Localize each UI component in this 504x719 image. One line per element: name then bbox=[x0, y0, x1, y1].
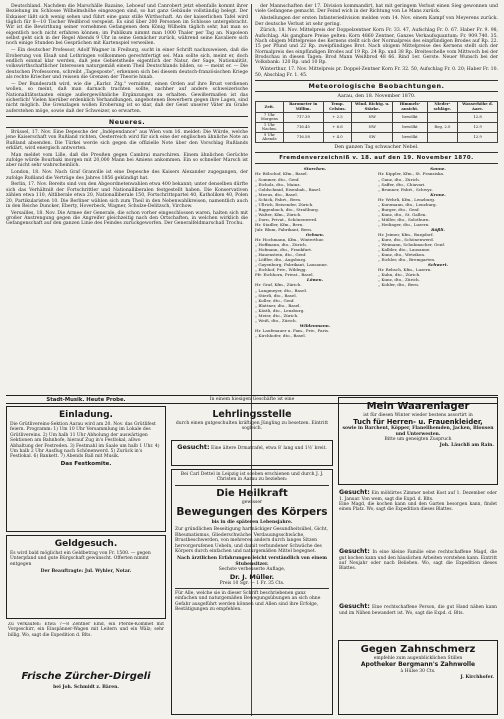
ad-zahnschmerz-sign: J. Kirchhofer. bbox=[460, 674, 494, 680]
guest-list-right bbox=[378, 166, 498, 338]
left-column bbox=[6, 4, 248, 228]
article-bruessel: Brüssel, 17. Nov. Eine Depesche der „Indépendance" aus Wien vom 16. meldet: Die Würde, welche jene Kaiserschaft von Rußland richten, Oesterreich wird für sich eine der englischen ähnliche Note an Rußland absenden. Die Türkei werde sich gegen die offizielle Note über den Vorschlag Rußlands erklärt, wird energisch antworten. bbox=[6, 129, 248, 151]
ad-zahnschmerz-title: Gegen Zahnschmerz bbox=[360, 644, 476, 655]
guest-entry: „ Saffer, dto., Chiavari. bbox=[378, 181, 426, 187]
meteo-cell: 716.45 bbox=[283, 122, 323, 132]
guest-hotel-heading: Sonne. bbox=[430, 166, 446, 172]
meteo-header-cell: Himmels-ansicht. bbox=[393, 102, 427, 112]
meteo-cell: 12.9 bbox=[458, 122, 498, 132]
ad-zahnschmerz-price: à Hülse 30 Cts. bbox=[400, 669, 436, 675]
ad-heilkraft-price: Preis 10 Sgr. — 1 Fr. 35 Cts. bbox=[219, 580, 285, 586]
ad-heilkraft-sub2: bis in die späteren Lebensjahre. bbox=[211, 520, 293, 526]
guest-entry: Hr. Bölschof, Kfm., Basel. bbox=[255, 171, 308, 177]
ad-zuercher-by: bei Joh. Schmidt z. Bären. bbox=[53, 685, 119, 690]
guest-entry: „ Brunner, Fabrt., Schwyz. bbox=[378, 186, 433, 192]
ad-einladung-foot: Das Festkomite. bbox=[60, 460, 112, 467]
ad-einladung-body: Die Grütlivereins-Sektion Aarau wird am 20. Nov. das Grütlifest feiern. Programm: 1) Um 10 Uhr Versammlung im Lokale des Grütlivereins. 2) Um halb 11 Uhr Abholung der auswärtigen Sektionen am Bahnhofe, hierauf Zug in's Festlokal, allwo Abhaltung der Festreden. 3) Festmahl im Saale um halb 1 Uhr. 4) Um halb 2 Uhr Ausflug nach Schönenwerd. 5) Zurück in's Festlokal. 6) Bankett. 7) Abends Ball mit Musik. bbox=[10, 422, 160, 460]
guest-entry: „ Weimann, Schuhmacher, Genf. bbox=[378, 242, 446, 248]
guest-entry: „ Schick, Fabrt., Bern. bbox=[255, 196, 302, 202]
guest-entry: „ Eicholz, dto., Mainz. bbox=[255, 181, 301, 187]
ads-top-rule bbox=[6, 395, 498, 396]
guest-entry: „ Burger, dto., Genf. bbox=[378, 206, 420, 212]
guest-entry: „ Walter, Kfm., Zürich. bbox=[255, 211, 302, 217]
guest-entry: „ Meeus, dto., Basel. bbox=[255, 191, 298, 197]
ad-einladung-title: Einladung. bbox=[59, 410, 113, 420]
guest-entry: „ Kästli, dto., Lenzburg. bbox=[255, 307, 305, 313]
meteo-cell: NW bbox=[352, 112, 393, 122]
meteo-cell: 717.39 bbox=[283, 112, 323, 122]
meteo-cell: NW bbox=[352, 122, 393, 132]
meteo-header-cell: Wind. Richtg. u. Stärke. bbox=[352, 102, 393, 112]
section-heading-fremden: Fremdenverzeichniß v. 18. auf den 19. November 1870. bbox=[255, 152, 498, 164]
ad-waarenlager-title: Mein Waarenlager bbox=[366, 401, 470, 412]
ad-zahnschmerz-body: empfehle zum augenblicklichen Stillen bbox=[373, 656, 463, 661]
guest-entry: „ Kuhn, dto., Zürich. bbox=[378, 272, 421, 278]
guest-entry: „ Dorn, Privat., Schönenwerd. bbox=[255, 216, 318, 222]
meteo-cell: + 4.0 bbox=[323, 132, 352, 142]
article-versailles: Versailles, 18. Nov. Die Armee der Generale, die schon vorher eingeschlossen waren, halten sich mit großer Anstrengung gegen die Angreifer gleichzeitig nach den Ortschaften, in welchen wirklich die Gefangenschaft auf den ganzen Linie des Feindes zurückgeworfen. Der Generalfeldmarschall Trochu. bbox=[6, 210, 248, 227]
guest-entry: „ Kunz, dto., Zürich. bbox=[378, 277, 420, 283]
guest-entry: „ Kunz, dto., Wetzikon. bbox=[378, 252, 426, 258]
guest-entry: „ Ganz, dto., Zürich. bbox=[378, 176, 421, 182]
ad-lehrling-title: Lehrlingsstelle bbox=[212, 409, 292, 420]
meteo-cell: bewölkt bbox=[393, 112, 427, 122]
meteo-cell: 9 Uhr Abends bbox=[256, 132, 284, 142]
guest-entry: Pfr. Eichhorn, Privat., Basel. bbox=[255, 272, 314, 278]
meteo-cell: 12.8 bbox=[458, 112, 498, 122]
guest-hotel-heading: Schwert. bbox=[427, 262, 449, 268]
meteo-cell bbox=[427, 112, 458, 122]
ad-heilkraft-rule bbox=[175, 485, 329, 486]
market-winterthur: Winterthur, 17. Nov. Mittelpreis pr. Doppel-Zentner Korn Fr. 32. 50, Aufschlag Fr. 0. 20; Haber Fr. 10. 50, Abschlag Fr. 1. 45. bbox=[255, 67, 498, 78]
meteo-cell: 7 Uhr Morgens bbox=[256, 112, 284, 122]
section-heading-neueres: Neueres. bbox=[6, 116, 248, 128]
meteo-cell bbox=[427, 132, 458, 142]
meteo-row bbox=[256, 132, 498, 142]
ad-gesucht-person-title: Gesucht: bbox=[339, 603, 370, 610]
ad-lehrling bbox=[171, 406, 333, 438]
guest-list-left bbox=[255, 166, 375, 338]
lehrling-intro: In einem hiesigen Geschäfte ist eine bbox=[209, 397, 295, 402]
guest-entry: Julr. Blum, Fabrikant, Bern. bbox=[255, 226, 313, 232]
ad-waarenlager-mid: Tuch für Herren- u. Frauenkleider, bbox=[353, 418, 483, 427]
ad-zuercher bbox=[6, 667, 166, 715]
guest-entry: Hr. Jeimer, Kfm., Burgdorf. bbox=[378, 232, 434, 238]
guest-hotel-heading: Löwen. bbox=[306, 277, 324, 283]
ad-geldgesuch-sign: Der Beauftragte: Jul. Wyhler, Notar. bbox=[40, 569, 132, 575]
meteo-row bbox=[256, 122, 498, 132]
guest-entry: „ Kurz, dto., Schönenwerd. bbox=[378, 237, 435, 243]
guest-entry: Hr. Kippler, Kfm., St. Franziska. bbox=[378, 171, 445, 177]
right-column bbox=[255, 4, 498, 338]
guest-entry: „ Hoffmann, dto., Zürich. bbox=[255, 242, 308, 248]
guest-entry: „ Blattner, dto., Basel. bbox=[255, 302, 301, 308]
guest-entry: „ Langmeyer, dto., Basel. bbox=[255, 287, 308, 293]
ad-waarenlager bbox=[338, 397, 498, 485]
guest-entry: Hr. Rebsch, Kfm., Luzern. bbox=[378, 267, 432, 273]
ad-waarenlager-body3: Bitte um geneigten Zuspruch bbox=[384, 437, 452, 443]
market-zuerich: Zürich, 18. Nov. Mittelpreis der Doppelzentner Korn Fr. 33. 47, Aufschlag Fr. 0. 67. Haber Fr. 9. 98, Aufschlag. Als gangbare Preise gelten: Korn 4860 Zentner, Ganzes Verkaufsquantum: Fr. 909.740. 35. Nach obigem Mittelpreise des Kernens stellt sich der Normalpreis des einpfündigen Brodes auf Rp. 22. 15 per Pfund und 22 Rp. zweipfündiges Brot. Nach obigem Mittelpreise des Kernens stellt sich der Normalpreis des einpfündigen Brodes auf 19 Rp. 24 Rp. und 38 Rp. Breiteschelle vom Mittwoch bei der Brodschau in diesen Tagen: Brod Mann Weißbrod 48 66. Rind 1er. Gerste. Neuer Wunsch bei der Volksbank: 120 Rp. und 10 Rp. bbox=[255, 28, 498, 66]
guest-entry: „ Hofmann, dto., Frankfurt. bbox=[255, 247, 313, 253]
meteo-date: Aarau, den 18. November 1870. bbox=[337, 93, 416, 99]
article-lille: Man meldet vom Lille, daß die Preußen gegen Cambrai marschiren. Einem ähnlichen Gerüchte zufolge würde Bourbaki morgen mit 20,000 Mann bei Amiens ankommen. Ein so schneller Marsch ist aber nicht sehr wahrscheinlich. bbox=[6, 152, 248, 169]
meteo-header-cell: Temp. Celsius. bbox=[323, 102, 352, 112]
guest-entry: „ Stierli, dto., Basel. bbox=[255, 292, 297, 298]
guest-entry: „ Hedinger, dto., Luzern. bbox=[378, 221, 430, 227]
meteo-cell: 716.58 bbox=[283, 132, 323, 142]
article-division: der Mannschaften der 17. Division kommandirt, hat mit geringem Verlust einen Sieg gewonnen und viele Gefangene gemacht. Der Feind wich in der Richtung von Le Mans zurück. bbox=[255, 4, 498, 15]
meteo-row bbox=[256, 112, 498, 122]
ad-zahnschmerz-mid: Apotheker Bergmann's Zahnwolle bbox=[360, 661, 476, 669]
guest-entry: „ Kurzmann, dto., Lenzburg. bbox=[378, 201, 437, 207]
meteo-header-cell: Barometer in Millim. bbox=[283, 102, 323, 112]
ad-heilkraft-intro: Bei Carl Dettel in Leipzig ist soeben erschienen und durch J. J. Christen in Aarau zu beziehen: bbox=[180, 472, 324, 483]
guest-entry: „ Eichler, dto., Bremgarten. bbox=[378, 257, 436, 263]
ad-zuercher-title: Frische Zürcher-Dirgeli bbox=[21, 671, 151, 682]
meteo-header-cell: Wasserhöhe d. Aare. bbox=[458, 102, 498, 112]
guest-entry: „ Kunz, dto., St. Gallen. bbox=[378, 211, 427, 217]
meteo-table bbox=[255, 101, 498, 143]
guest-hotel-heading: Rößli. bbox=[431, 226, 445, 232]
meteo-cell: SW bbox=[352, 132, 393, 142]
ad-gesucht-person bbox=[339, 603, 497, 637]
guest-entry: „ Meier, dto., Zürich. bbox=[255, 312, 299, 318]
guest-entry: Hr. Stadler, Kfm., Bern. bbox=[255, 221, 304, 227]
ad-heilkraft-auflage: Sechste verbesserte Auflage, bbox=[218, 567, 286, 573]
meteo-note: Den ganzen Tag schwacher Nebel. bbox=[334, 145, 419, 151]
ad-heilkraft bbox=[171, 469, 333, 715]
guest-entry: „ Kalbler, dto., Lausanne. bbox=[378, 247, 431, 253]
ad-gesucht-zimmer bbox=[339, 489, 497, 545]
guest-entry: „ Hauenstein, dto., Genf. bbox=[255, 252, 307, 258]
ad-gesucht-zimmer-more: Eine Magd, die kochen kann und den Garten besorgen kann, findet einen Platz. Wo, sagt die Expedition dieses Blattes. bbox=[339, 501, 497, 513]
ad-gesucht-magd-body: In eine kleine Familie eine rechtschaffene Magd, die gut kochen kann und den häuslichen Arbeiten vorstehen kann. Eintritt auf Neujahr oder nach Belieben. Wo, sagt die Expedition dieses Blattes. bbox=[339, 550, 497, 572]
guest-entry: „ Kirchhofer, dto., Basel. bbox=[255, 332, 306, 338]
ad-geldgesuch-body: Es wird bald möglichst ein Geldbetrag von Fr. 1500. — gegen Unterpfand und gute Bürgschaft gewünscht. Offerten nimmt entgegen bbox=[10, 551, 151, 567]
ad-einladung bbox=[6, 406, 166, 532]
ad-gesucht-zimmer-title: Gesucht: bbox=[339, 489, 370, 496]
meteo-cell: 1 Uhr Nachm. bbox=[256, 122, 284, 132]
ad-geldgesuch bbox=[6, 535, 166, 619]
guest-hotel-heading: Storchen. bbox=[303, 166, 327, 172]
ad-gesucht-zimmer-body: Ein möblirtes Zimmer nebst Kost auf 1. Dezember oder 1. Januar. Von wem, sagt die Expd. d. Blts. bbox=[339, 491, 497, 502]
ad-heilkraft-foot: Für Alle, welche sie in dieser Schrift beschriebenen ganz einfachen und naturgemäßen Bewegungsübungen an sich ohne Gefahr ausgeführt werden können und Allen sind ihre Erfolge, Bestätigungen zu empfehlen. bbox=[175, 590, 321, 613]
guest-entry: Hr. Graf, Kfm., Zürich. bbox=[255, 282, 302, 288]
guest-entry: „ Goldschmid, Eisenbah., Basel. bbox=[255, 186, 322, 192]
ad-waarenlager-sign: Joh. Läuchli am Rain. bbox=[439, 442, 494, 448]
article-infanterie: Abstellungen der ersten Infanteriedivision melden vom 14. Nov. einem Kampf von Meyerens zurück. Der deutsche Verlust ist sehr gering. bbox=[255, 16, 498, 27]
meteo-cell: 12.9 bbox=[458, 132, 498, 142]
guest-entry: „ Eichhof, Priv., Wildegg. bbox=[255, 267, 307, 273]
guest-entry: „ Sommer, dto., Genf. bbox=[255, 176, 300, 182]
meteo-cell: Reg. 2.0 bbox=[427, 122, 458, 132]
guest-entry: Hr. Laufenauer u. Fam., Priv., Paris. bbox=[255, 327, 330, 333]
guest-entry: „ Riggenbach, dto., Straßburg. bbox=[255, 206, 319, 212]
ad-heilkraft-author: Dr. J. Müller. bbox=[229, 572, 275, 581]
ad-gesucht-title: Gesucht: bbox=[177, 443, 210, 451]
article-berlin: Berlin, 17. Nov. Bereits sind von den Abgeordnetenwahlen etwa 400 bekannt; unter denselben dürfte sich das Verhältniß der Fortschrittler und Nationalliberalen festgestellt haben. Die Konservativen zählen etwa 110, Altliberale etwa 20, Nationalliberale 150, Fortschrittspartei 40, Katholiken 40, Polen 20, Partikularisten 10. Die Berliner wählen sich zum Theil in den Nebenwahlkreisen, namentlich auch in den Reiche Duncker, Eberty, Hoverbeck, Wagner, Schulze-Delitzsch, Virchow. bbox=[6, 182, 248, 209]
ad-zahnschmerz bbox=[338, 640, 498, 715]
guest-hotel-heading: Wildenmann. bbox=[299, 322, 331, 328]
ad-heilkraft-title: Die Heilkraft bbox=[216, 487, 288, 499]
ad-gesucht-matrafel bbox=[171, 440, 333, 466]
guest-entry: „ Ullrich, Reisender, Zürich. bbox=[255, 201, 314, 207]
guest-entry: „ Gayenburg, Fabrikant, Lausanne. bbox=[255, 262, 328, 268]
meteo-cell: + 2.5 bbox=[323, 112, 352, 122]
ad-geldgesuch-title: Geldgesuch. bbox=[54, 539, 118, 549]
guest-entry: Hr. Hochmann, Kfm., Winterthur. bbox=[255, 237, 325, 243]
article-deutschland: Deutschland. Nachdem die Marschälle Bazaine, Leboeuf und Canrobert jetzt ebenfalls kommt ihrer Beziehung im Schlosse Wilhelmshöhe eingezogen sind, so hat ganz Gebäude vollständig belegt. Der Exkaiser läßt sich wenig sehen und führt eine ganz stille Wirthschaft. An der kaiserlichen Tafel wird täglich für 8—10 Tischer Weißbrod verspeist. Es sind über 200 Personen im Schlosse untergebracht. Wir ist die Bewirthung seiner vornehmen Gefangenen dem König Wilhelm täglich sehr, hat man so eigentlich noch nicht erfahren können; im Publikum nimmt man 1000 Thaler per Tag an. Napoleon selbst geht sich in der Regel Abends 9 Uhr in seine Gemächer zurück, während seine Kavaliere sich noch einige Stunden bei Gesprächen mit Kartenspiel verweilen. bbox=[6, 4, 248, 47]
ad-waarenlager-body2: sowie in Barchent, Köpper, Flanellhemden, Jacken, Blousen und Unterwesten. bbox=[342, 426, 494, 437]
ad-lehrling-body: durch einen gutgeschulten kräftigen Jüngling zu besetzen. Eintritt sogleich. bbox=[175, 421, 329, 432]
section-heading-meteo: Meteorologische Beobachtungen. bbox=[255, 80, 498, 92]
ad-gesucht-magd bbox=[339, 548, 497, 600]
guest-entry: „ Kobler, dto., Bern. bbox=[378, 282, 420, 288]
stadt-musik-notice: Stadt-Musik. Heute Probe. bbox=[46, 397, 126, 403]
ad-heilkraft-nach: Nach ärztlichen Erfahrungen leicht verständlich von einem Stubensitzer. bbox=[176, 556, 327, 567]
ad-heilkraft-big: Bewegungen des Körpers bbox=[176, 506, 328, 519]
guest-list bbox=[255, 166, 498, 338]
guest-entry: Hr. Wehrli, Kfm., Lenzburg. bbox=[378, 196, 436, 202]
guest-entry: „ Löffler, dto., Augsburg. bbox=[255, 257, 307, 263]
meteo-header-cell: Nieder-schläge. bbox=[427, 102, 458, 112]
meteo-cell: bewölkt bbox=[393, 122, 427, 132]
ad-gesucht-magd-title: Gesucht: bbox=[339, 548, 370, 555]
article-professor: — Ein deutscher Professor, Adolf Wagner in Freiburg, sucht in einer Schrift nachzuweisen, daß die Eroberung von Elsaß und Lothringen vollkommen gerechtfertigt sei. Man sollte sich, meint er, doch endlich einmal klar werden, daß jene Gebietstheile eigentlich der Natur, der Sage, Nationalität, volkswirthschaftlicher Interessen naturgemäß einem Theil Deutschlands bilden, so — meint er. — Die deutschen Professoren, schreibt „Tagesposte", erkennen sich bei diesem deutsch-französischen Kriege als rechte Kriecher und reissen die Grenzen der Theorie hinab. bbox=[6, 48, 248, 80]
guest-entry: „ Koller, dto., Genf. bbox=[255, 297, 295, 303]
ad-zu-verkaufen: Zu verkaufen: Etwa 7—8 Zentner Emd, ein Pferde-Kommet mit Vorgeschirr, ein Einspänner-Wagen mit Leitern und ein Wälz; sehr billig. Wo, sagt die Expedition d. Blts. bbox=[8, 622, 164, 638]
ad-gesucht-body: Eine ältere Drmatrafel, etwa 8′ lang und 1½′ breit. bbox=[211, 446, 327, 451]
ad-heilkraft-body: Zur gründlichen Beseitigung hartnäckiger Gesundheitsübel, Gicht, Rheumatismus, Gliederschwäche, Verdauungsschwäche, Brustbeschwerden, von mehreren andern durch langes Sitzen hervorgerufenen Uebeln, und damit verbundener Schwäche des Körpers durch einfachen und naturgemäßen Mittel begegnet. bbox=[175, 527, 328, 555]
meteo-cell: + 6.6 bbox=[323, 122, 352, 132]
ad-gesucht-person-body: Eine rechtschaffene Person, die gut Hand nähen kann und im Nähen bewandert ist. Wo, sagt die Expd. d. Blts. bbox=[339, 605, 497, 616]
meteo-cell: bewölkt bbox=[393, 132, 427, 142]
meteo-header-cell: Zeit. bbox=[256, 102, 284, 112]
ad-heilkraft-rule2 bbox=[175, 588, 329, 589]
ad-waarenlager-body: ist für diesen Winter wieder bestens assortirt in bbox=[363, 413, 473, 418]
guest-hotel-heading: Ochsen. bbox=[305, 232, 325, 238]
ad-heilkraft-subtitle: gewisser bbox=[241, 499, 263, 505]
guest-entry: „ Weiß, dto., Zürich. bbox=[255, 317, 297, 323]
guest-entry: „ Müller, dto., Solothurn. bbox=[378, 216, 430, 222]
article-bundesrath: — Der Bundesrath wird, wie die „Karlsr. Ztg." vernimmt, einen Orden auf ihre Brust verdienen wollen, so meint, daß man darnach trachten sollte, nachher auf andere schweizerische Nationalitätsstaaten einige außergewöhnliche Ergänzungen zu erhalten. Gewißermaßen ist das sicherlich! Vielen hierüber erdenklich Verhandlungen, angebotenen Bewerbern gegen ihre Lagen, sind nicht möglich. Die Grenzlagen wollen Eroberung ist so klar, daß der Geist unserer Väter im Grabe auferstehen möge, sowie daß der Schweizer, so erwarten. bbox=[6, 81, 248, 114]
guest-hotel-heading: Krone. bbox=[430, 191, 446, 197]
article-london: London, 18. Nov. Nach Graf Granville ist eine Depesche des Kaisers Alexander zugegangen, der zufolge Rußland die Verträge des Jahres 1856 gekündigt hat. bbox=[6, 170, 248, 181]
